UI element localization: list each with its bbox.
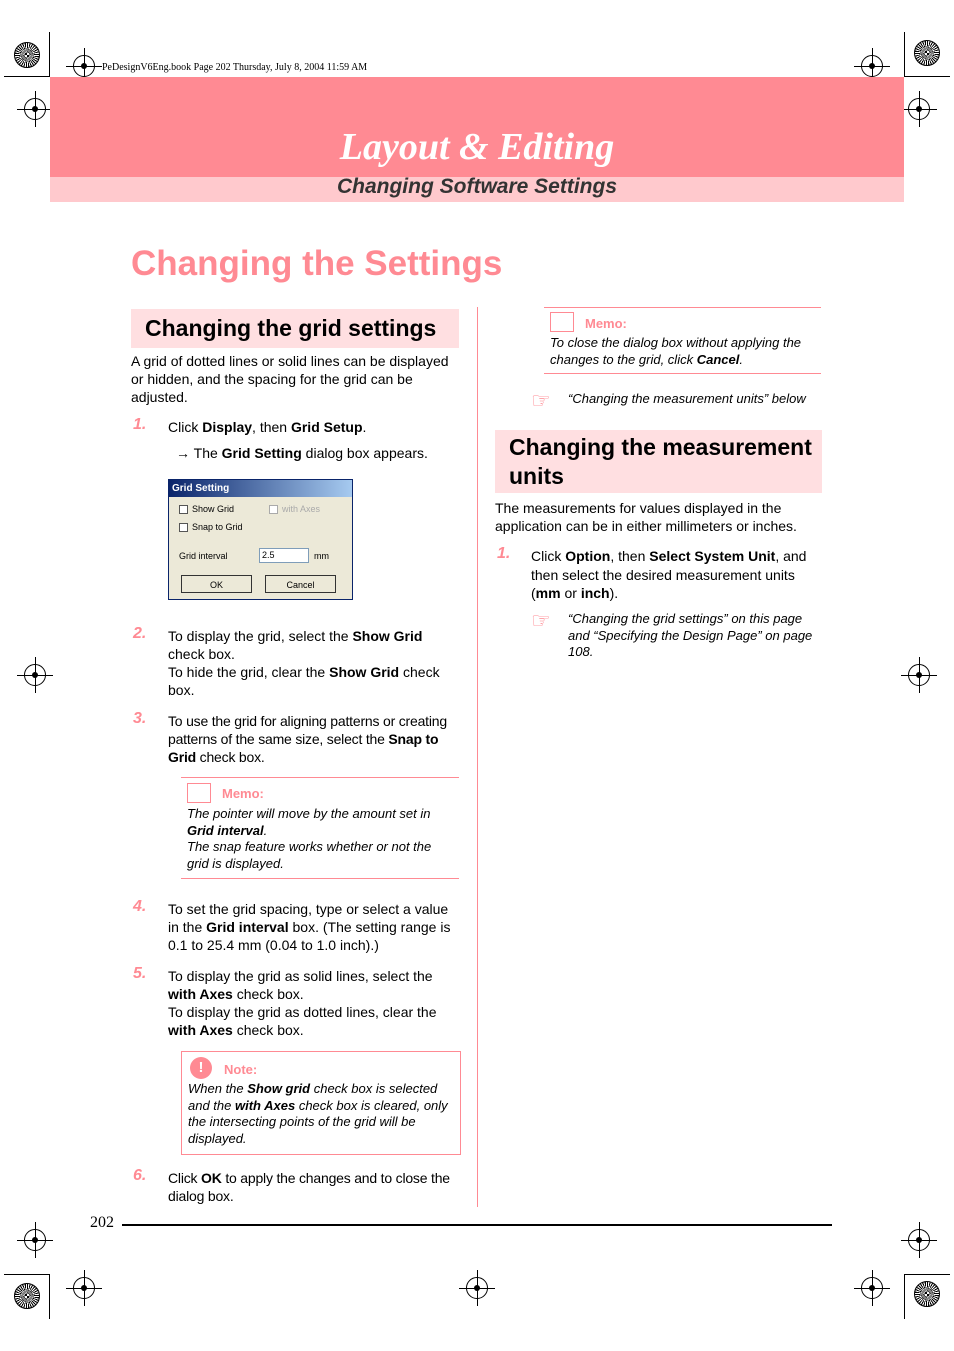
step-number: 4. xyxy=(133,898,147,915)
step-number: 3. xyxy=(133,710,147,727)
registration-target-icon xyxy=(861,1277,883,1299)
unit-label: mm xyxy=(314,551,329,561)
grid-intro: A grid of dotted lines or solid lines can be displayed or hidden, and the spacing for the grid can be adjusted. xyxy=(131,353,449,405)
step-1-text: Click Display, then Grid Setup. xyxy=(168,419,367,435)
crop-mark xyxy=(49,1274,50,1319)
crop-mark xyxy=(4,76,50,77)
crop-mark xyxy=(904,1274,905,1319)
grid-settings-heading xyxy=(131,309,459,348)
registration-target-icon xyxy=(908,1229,930,1251)
step-1-result: → The Grid Setting dialog box appears. xyxy=(176,445,428,461)
pointing-hand-icon: ☞ xyxy=(531,388,551,413)
grid-interval-input[interactable]: 2.5 xyxy=(259,548,309,563)
ok-button[interactable]: OK xyxy=(181,575,252,593)
snap-to-grid-checkbox[interactable]: Snap to Grid xyxy=(179,522,243,532)
step-number: 6. xyxy=(133,1167,147,1184)
measurement-units-heading xyxy=(495,430,822,493)
crop-mark xyxy=(904,32,905,77)
step-3-text: To use the grid for aligning patterns or creating patterns of the same size, select the Snap to Grid check box. xyxy=(168,713,447,765)
grid-setting-dialog xyxy=(168,479,353,600)
registration-target-icon xyxy=(861,55,883,77)
crop-mark xyxy=(4,1274,50,1275)
registration-sun-icon xyxy=(14,42,40,68)
memo-text: To close the dialog box without applying the changes to the grid, click Cancel. xyxy=(550,335,802,367)
section-title: Changing Software Settings xyxy=(336,175,617,198)
dialog-title: Grid Setting xyxy=(169,480,352,497)
crop-mark xyxy=(904,76,950,77)
step-4-text: To set the grid spacing, type or select a value in the Grid interval box. (The setting range is 0.1 to 25.4 mm (0.04 to 1.0 inch).) xyxy=(168,901,451,953)
chapter-title: Layout & Editing xyxy=(339,126,615,168)
cross-reference-link[interactable]: “Changing the grid settings” on this page and “Specifying the Design Page” on page 108. xyxy=(568,611,813,659)
registration-target-icon xyxy=(24,1229,46,1251)
column-divider xyxy=(477,307,478,1207)
step-number: 2. xyxy=(133,625,147,642)
exclamation-icon: ! xyxy=(190,1057,212,1079)
footer-rule xyxy=(122,1224,832,1226)
registration-target-icon xyxy=(466,1277,488,1299)
memo-text: The pointer will move by the amount set in Grid interval. The snap feature works whether or not the grid is displayed. xyxy=(187,806,432,871)
note-text: When the Show grid check box is selected and the with Axes check box is cleared, only the intersecting points of the grid will be displayed. xyxy=(188,1081,448,1146)
cancel-button[interactable]: Cancel xyxy=(265,575,336,593)
registration-sun-icon xyxy=(914,1281,940,1307)
memo-title: Memo: xyxy=(222,786,264,801)
show-grid-checkbox[interactable]: Show Grid xyxy=(179,504,234,514)
registration-target-icon xyxy=(24,98,46,120)
crop-mark xyxy=(49,32,50,77)
step-2-text: To display the grid, select the Show Grid check box. To hide the grid, clear the Show Grid check box. xyxy=(168,628,440,698)
registration-target-icon xyxy=(73,1277,95,1299)
cross-reference-link[interactable]: “Changing the measurement units” below xyxy=(568,391,806,406)
page-number: 202 xyxy=(90,1214,114,1231)
note-title: Note: xyxy=(224,1062,258,1077)
memo-title: Memo: xyxy=(585,316,627,331)
book-icon xyxy=(550,312,574,332)
registration-sun-icon xyxy=(14,1283,40,1309)
step-6-text: Click OK to apply the changes and to close the dialog box. xyxy=(168,1170,450,1204)
step-number: 1. xyxy=(497,545,511,562)
grid-settings-heading-text: Changing the grid settings xyxy=(145,315,437,341)
step-number: 5. xyxy=(133,965,147,982)
book-icon xyxy=(187,783,211,803)
measurement-step-1-text: Click Option, then Select System Unit, and then select the desired measurement units (mm or inch). xyxy=(531,548,807,601)
file-info-line: PeDesignV6Eng.book Page 202 Thursday, July 8, 2004 11:59 AM xyxy=(102,62,368,73)
measurement-units-heading-text: Changing the measurement units xyxy=(509,434,812,489)
crop-mark xyxy=(904,1274,950,1275)
page-title: Changing the Settings xyxy=(131,244,503,283)
registration-target-icon xyxy=(73,55,95,77)
step-number: 1. xyxy=(133,416,147,433)
registration-target-icon xyxy=(908,98,930,120)
registration-target-icon xyxy=(908,664,930,686)
with-axes-checkbox[interactable]: with Axes xyxy=(269,504,320,514)
pointing-hand-icon: ☞ xyxy=(531,608,551,633)
measurement-intro: The measurements for values displayed in the application can be in either millimeters or inches. xyxy=(495,500,797,534)
registration-target-icon xyxy=(24,664,46,686)
registration-sun-icon xyxy=(914,40,940,66)
step-5-text: To display the grid as solid lines, select the with Axes check box. To display the grid as dotted lines, clear the with Axes check box. xyxy=(168,968,437,1038)
grid-interval-label: Grid interval xyxy=(179,551,228,561)
